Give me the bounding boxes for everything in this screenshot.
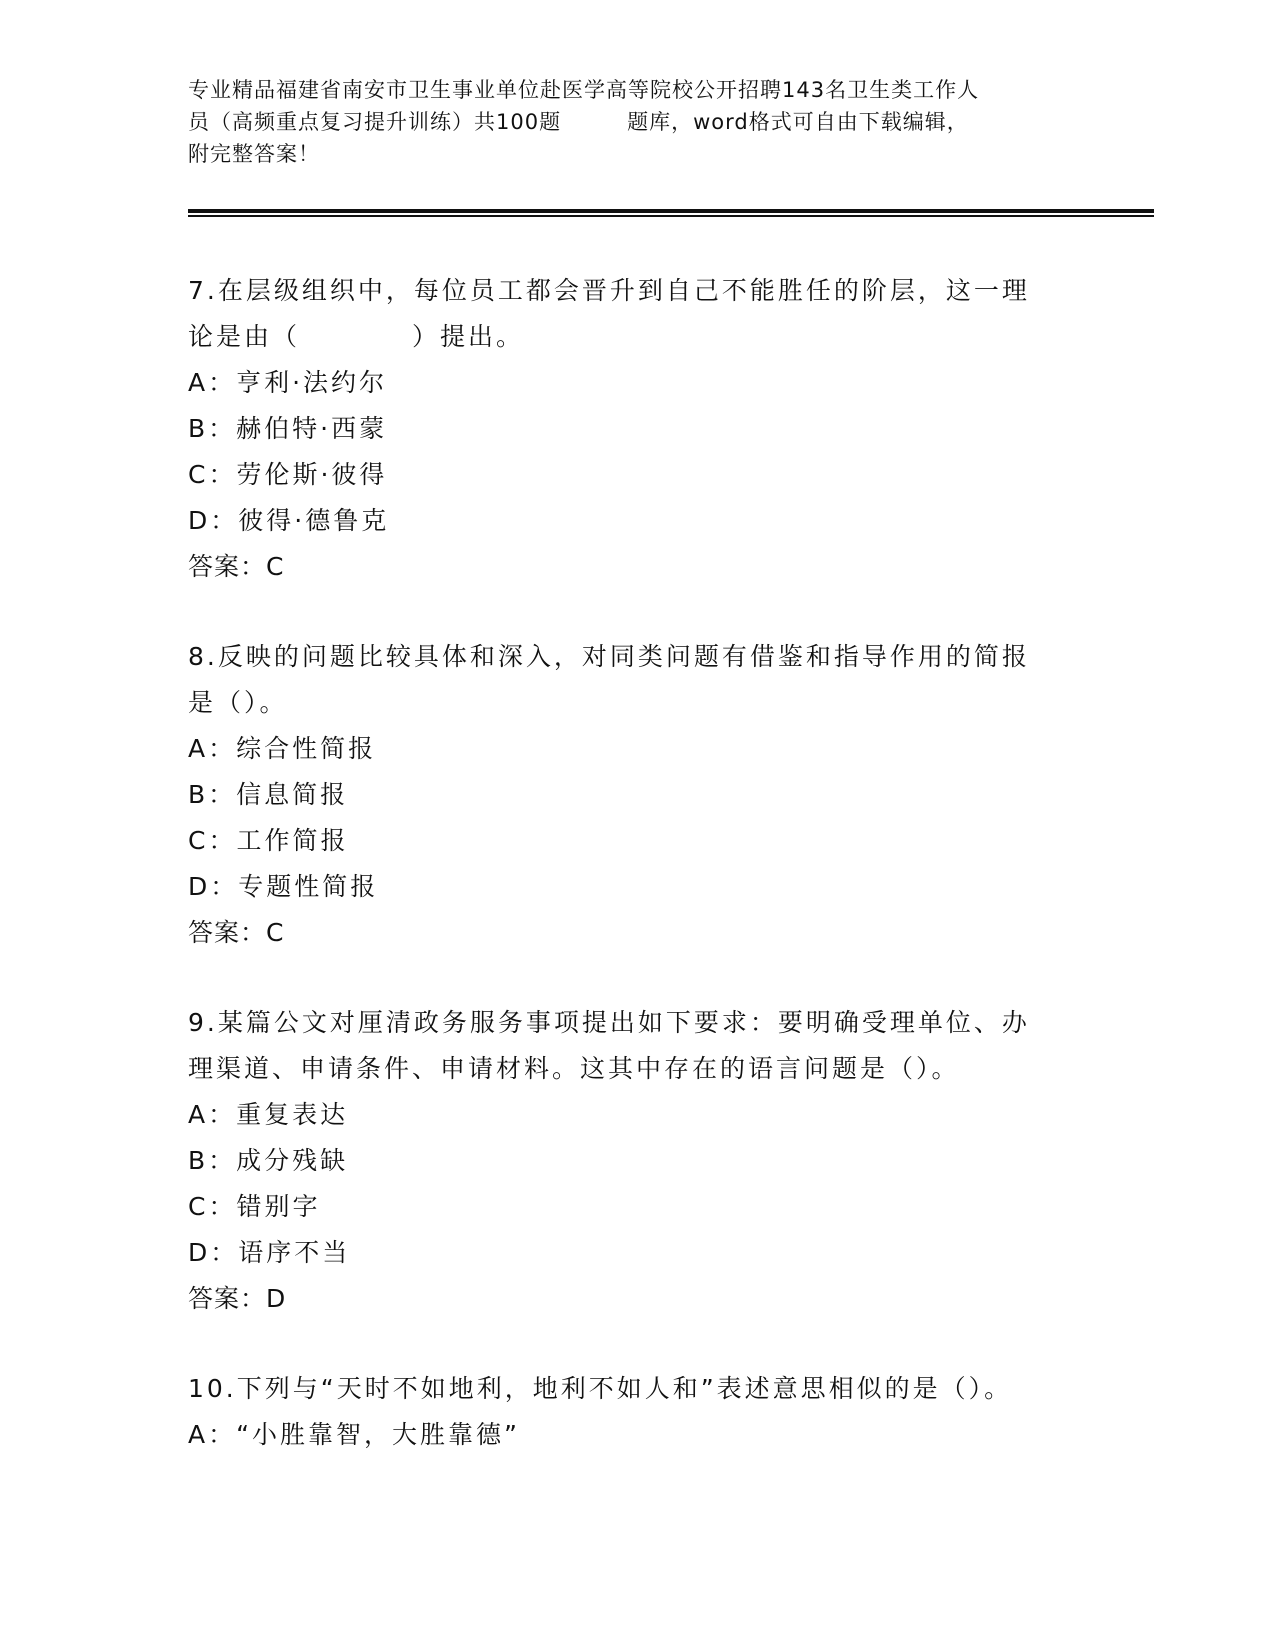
question-10 [188, 1366, 1088, 1458]
option-c: C：工作简报 [188, 826, 349, 855]
divider-thin-line [188, 215, 1154, 217]
header-line: 专业精品福建省南安市卫生事业单位赴医学高等院校公开招聘143名卫生类工作人 [188, 78, 980, 102]
option-c: C：错别字 [188, 1192, 321, 1221]
question-9 [188, 1000, 1088, 1322]
question-text: 8.反映的问题比较具体和深入，对同类问题有借鉴和指导作用的简报 [188, 642, 1030, 671]
option-a: A：重复表达 [188, 1100, 349, 1129]
answer-line: 答案：C [188, 918, 285, 947]
question-8 [188, 634, 1088, 956]
question-text: 9.某篇公文对厘清政务服务事项提出如下要求：要明确受理单位、办 [188, 1008, 1030, 1037]
header-line: 员（高频重点复习提升训练）共100题 题库，word格式可自由下载编辑， [188, 110, 969, 134]
question-text: 10.下列与“天时不如地利，地利不如人和”表述意思相似的是（）。 [188, 1374, 1013, 1403]
option-a: A：“小胜靠智，大胜靠德” [188, 1420, 521, 1449]
question-7 [188, 268, 1088, 590]
option-d: D：专题性简报 [188, 872, 379, 901]
divider-thick-line [188, 209, 1154, 213]
option-d: D：语序不当 [188, 1238, 351, 1267]
option-a: A：综合性简报 [188, 734, 377, 763]
header-line: 附完整答案！ [188, 142, 320, 166]
answer-line: 答案：C [188, 552, 285, 581]
option-b: B：赫伯特·西蒙 [188, 414, 388, 443]
option-d: D：彼得·德鲁克 [188, 506, 390, 535]
option-c: C：劳伦斯·彼得 [188, 460, 388, 489]
header-divider [188, 209, 1154, 216]
question-text: 7.在层级组织中，每位员工都会晋升到自己不能胜任的阶层，这一理 [188, 276, 1030, 305]
question-list [188, 268, 1088, 1502]
document-header [188, 74, 1088, 170]
option-a: A：亨利·法约尔 [188, 368, 388, 397]
question-text: 理渠道、申请条件、申请材料。这其中存在的语言问题是（）。 [188, 1054, 960, 1083]
question-text: 论是由（ ）提出。 [188, 322, 525, 351]
answer-line: 答案：D [188, 1284, 287, 1313]
question-text: 是（）。 [188, 688, 288, 717]
option-b: B：成分残缺 [188, 1146, 349, 1175]
option-b: B：信息简报 [188, 780, 349, 809]
